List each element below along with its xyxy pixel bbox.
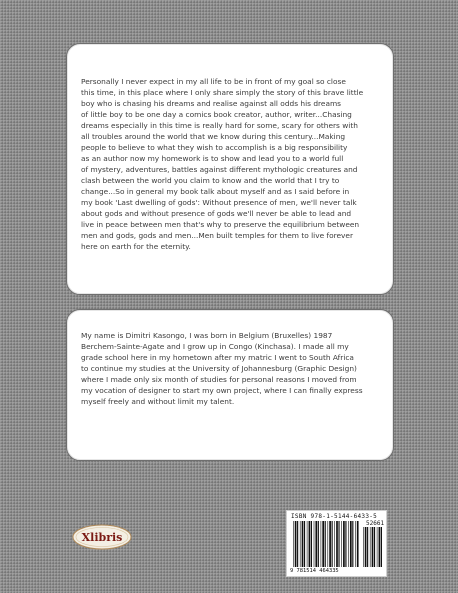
- publisher-logo: [72, 524, 132, 550]
- author-bio-text: My name is Dimitri Kasongo, I was born in Belgium (Bruxelles) 1987 Berchem-Sainte-Agate and I grow up in Congo (Kinchasa). I made all my grade school here in my hometown after my matric I went to South Africa to continue my studies at the University of Johannesburg (Graphic Design) where I made only six month of studies for personal reasons I moved from my vocation of designer to start my own project, where I can finally express myself freely and without limit my talent.: [81, 331, 363, 406]
- publisher-name: Xlibris: [81, 531, 123, 544]
- isbn-barcode: [286, 510, 387, 577]
- isbn-label: ISBN 978-1-5144-6433-5: [291, 513, 378, 520]
- synopsis-panel: [66, 43, 394, 295]
- barcode-bars: [293, 521, 359, 567]
- barcode-digits: 9 781514 464335: [290, 568, 339, 574]
- xlibris-logo-icon: [72, 524, 132, 550]
- barcode-addon-bars: [363, 527, 383, 567]
- author-bio-panel: [66, 309, 394, 461]
- barcode-addon-digits: 52661: [366, 520, 385, 527]
- synopsis-text: Personally I never expect in my all life to be in front of my goal so close this time, in this place where I only share simply the story of this brave little boy who is chasing his dreams and realise against all odds his dreams of little boy to be one day a comics book creator, author, writer...Chasing dreams especially in this time is really hard for some, scary for others with all troubles around the world that we know during this century...Making people to believe to what they wish to accomplish is a big responsibility as an author now my homework is to show and lead you to a world full of mystery, adventures, battles against different mythologic creatures and clash between the world you claim to know and the world that I try to change...So in general my book talk about myself and as I said before in my book 'Last dwelling of gods': Without presence of men, we'll never talk about gods and without presence of gods we'll never be able to lead and live in peace between men that's why to preserve the equilibrium between men and gods, gods and men...Men built temples for them to live forever here on earth for the eternity.: [81, 77, 364, 251]
